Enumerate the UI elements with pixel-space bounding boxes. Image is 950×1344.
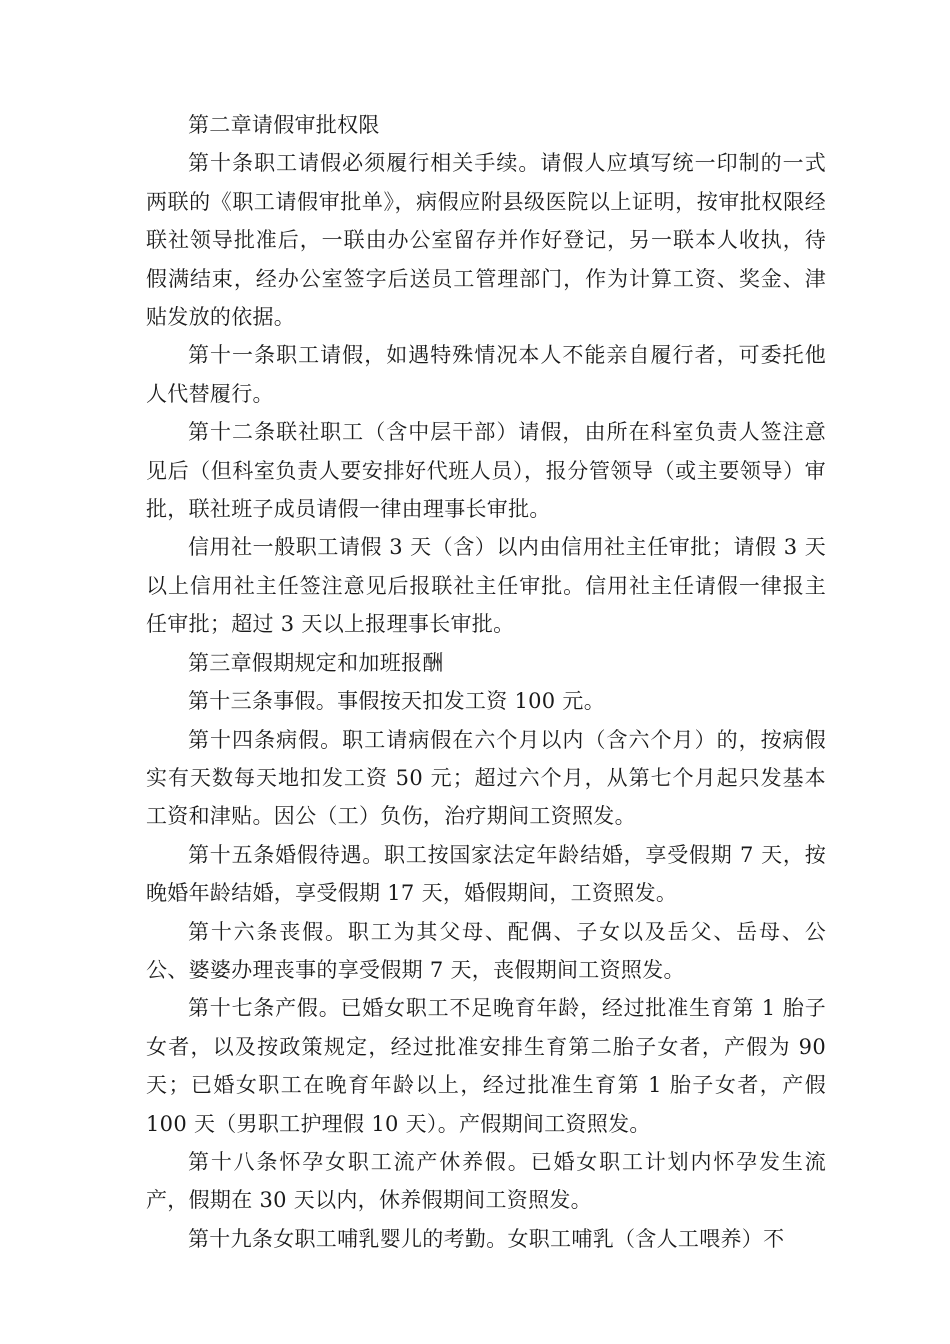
chapter-heading-3: 第三章假期规定和加班报酬 bbox=[188, 650, 444, 675]
credit-union-leave-paragraph: 信用社一般职工请假 3 天（含）以内由信用社主任审批；请假 3 天以上信用社主任签注意见后报联社主任审批。信用社主任请假一律报主任审批；超过 3 天以上报理事长审批。 bbox=[146, 535, 826, 637]
article-18: 第十八条怀孕女职工流产休养假。已婚女职工计划内怀孕发生流产，假期在 30 天以内，休养假期间工资照发。 bbox=[146, 1149, 826, 1213]
article-13: 第十三条事假。事假按天扣发工资 100 元。 bbox=[188, 689, 606, 714]
article-15: 第十五条婚假待遇。职工按国家法定年龄结婚，享受假期 7 天，按晚婚年龄结婚，享受假期 17 天，婚假期间，工资照发。 bbox=[146, 842, 826, 906]
article-16: 第十六条丧假。职工为其父母、配偶、子女以及岳父、岳母、公公、婆婆办理丧事的享受假期 7 天，丧假期间工资照发。 bbox=[146, 919, 826, 982]
chapter-heading-2: 第二章请假审批权限 bbox=[188, 113, 380, 137]
article-17: 第十七条产假。已婚女职工不足晚育年龄，经过批准生育第 1 胎子女者，以及按政策规定，经过批准安排生育第二胎子女者，产假为 90 天；已婚女职工在晚育年龄以上，经过批准生育第 1 胎子女者，产假 100 天（男职工护理假 10 天）。产假期间工资照发。 bbox=[146, 996, 826, 1136]
article-12: 第十二条联社职工（含中层干部）请假，由所在科室负责人签注意见后（但科室负责人要安排好代班人员），报分管领导（或主要领导）审批，联社班子成员请假一律由理事长审批。 bbox=[146, 420, 826, 522]
article-19: 第十九条女职工哺乳婴儿的考勤。女职工哺乳（含人工喂养）不 bbox=[188, 1226, 785, 1251]
article-10: 第十条职工请假必须履行相关手续。请假人应填写统一印制的一式两联的《职工请假审批单》，病假应附县级医院以上证明，按审批权限经联社领导批准后，一联由办公室留存并作好登记，另一联本人收执，待假满结束，经办公室签字后送员工管理部门，作为计算工资、奖金、津贴发放的依据。 bbox=[146, 151, 826, 330]
article-14: 第十四条病假。职工请病假在六个月以内（含六个月）的，按病假实有天数每天地扣发工资 50 元；超过六个月，从第七个月起只发基本工资和津贴。因公（工）负伤，治疗期间工资照发。 bbox=[146, 727, 826, 829]
document-body bbox=[146, 106, 826, 1258]
article-11: 第十一条职工请假，如遇特殊情况本人不能亲自履行者，可委托他人代替履行。 bbox=[146, 343, 826, 406]
